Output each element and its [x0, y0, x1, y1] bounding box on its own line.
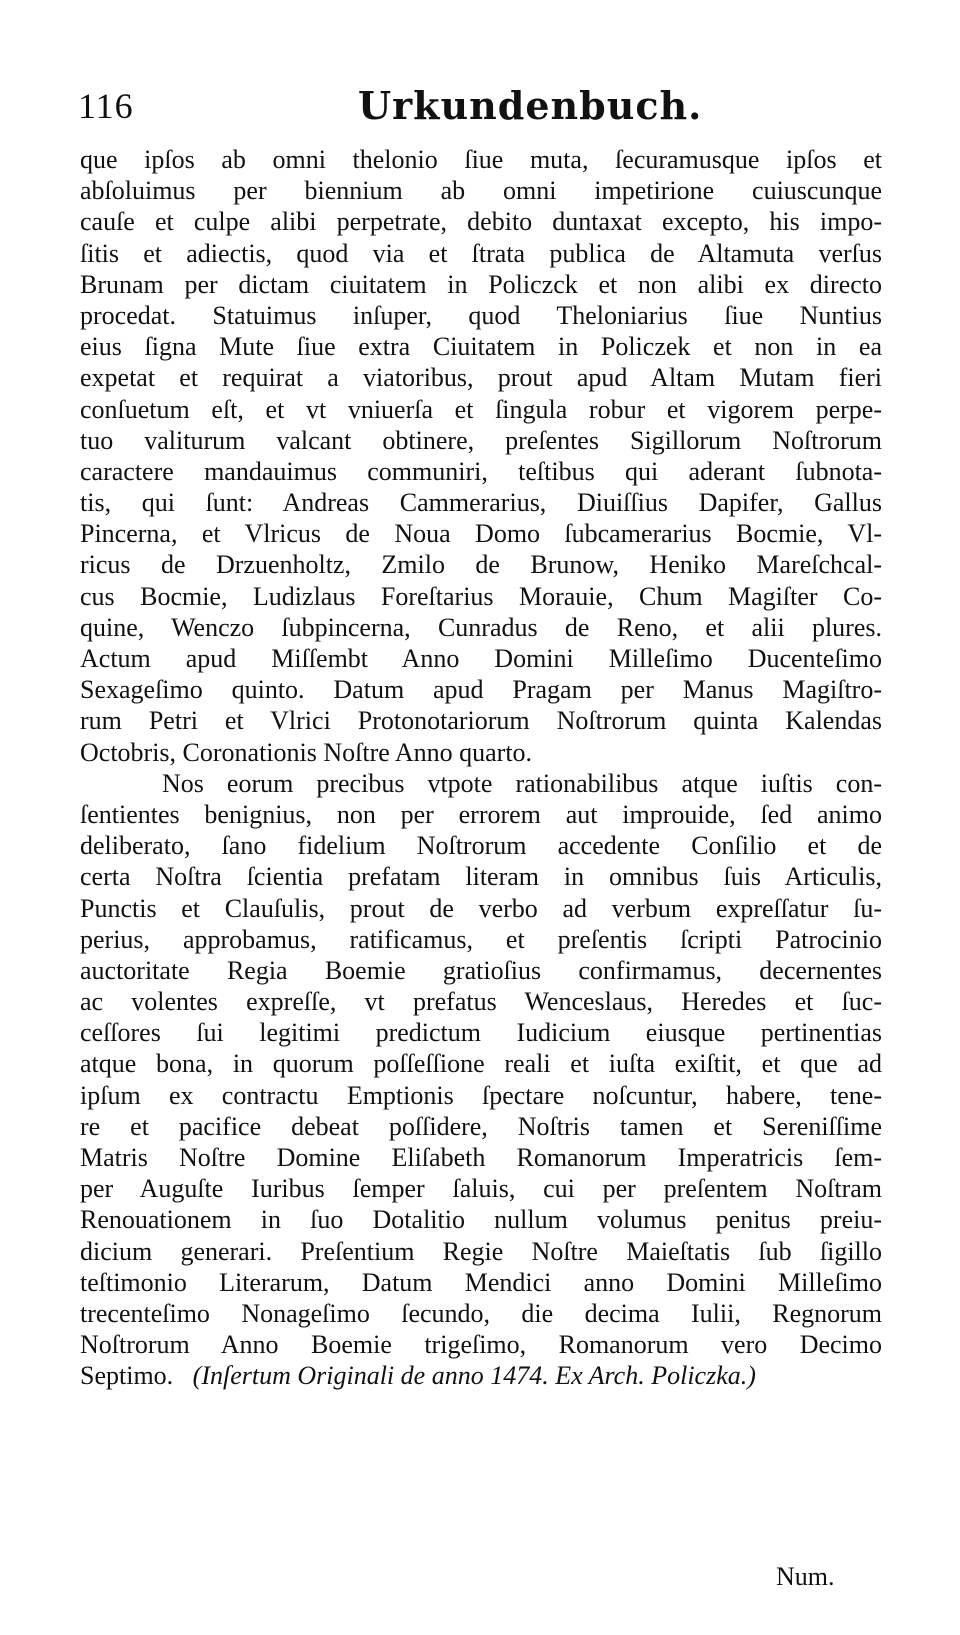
- text-line: Pincerna, et Vlricus de Noua Domo ſubcamerarius Bocmie, Vl-: [80, 519, 882, 549]
- text-line: cus Bocmie, Ludizlaus Foreſtarius Morauie, Chum Magiſter Co-: [80, 581, 882, 611]
- text-line: caractere mandauimus communiri, teſtibus qui aderant ſubnota-: [80, 456, 882, 486]
- text-line: procedat. Statuimus inſuper, quod Theloniarius ſiue Nuntius: [80, 300, 882, 330]
- text-line: teſtimonio Literarum, Datum Mendici anno Domini Milleſimo: [80, 1267, 882, 1297]
- text-line: tuo valiturum valcant obtinere, preſentes Sigillorum Noſtrorum: [80, 425, 882, 455]
- text-line: que ipſos ab omni thelonio ſiue muta, ſecuramusque ipſos et: [80, 145, 882, 174]
- text-line: ipſum ex contractu Emptionis ſpectare noſcuntur, habere, tene-: [80, 1080, 882, 1110]
- final-line-text: Septimo.: [80, 1361, 174, 1391]
- text-line: re et pacifice debeat poſſidere, Noſtris tamen et Sereniſſime: [80, 1111, 882, 1141]
- text-line: perius, approbamus, ratificamus, et preſentis ſcripti Patrocinio: [80, 924, 882, 954]
- paragraph: [80, 144, 882, 768]
- text-line: ricus de Drzuenholtz, Zmilo de Brunow, Heniko Mareſchcal-: [80, 550, 882, 580]
- text-line: ſentientes benignius, non per errorem aut improuide, ſed animo: [80, 799, 882, 829]
- text-line: trecenteſimo Nonageſimo ſecundo, die decima Iulii, Regnorum: [80, 1298, 882, 1328]
- source-citation: (Inſertum Originali de anno 1474. Ex Arch. Policzka.): [192, 1361, 756, 1391]
- text-line: deliberato, ſano fidelium Noſtrorum accedente Conſilio et de: [80, 831, 882, 861]
- text-line: expetat et requirat a viatoribus, prout apud Altam Mutam fieri: [80, 363, 882, 393]
- text-line: Noſtrorum Anno Boemie trigeſimo, Romanorum vero Decimo: [80, 1330, 882, 1360]
- text-line: ſitis et adiectis, quod via et ſtrata publica de Altamuta verſus: [80, 238, 882, 268]
- text-line: auctoritate Regia Boemie gratioſius confirmamus, decernentes: [80, 955, 882, 985]
- text-line: Brunam per dictam ciuitatem in Policzck et non alibi ex directo: [80, 269, 882, 299]
- text-line: Octobris, Coronationis Noſtre Anno quarto.: [80, 737, 533, 767]
- text-line: Matris Noſtre Domine Eliſabeth Romanorum Imperatricis ſem-: [80, 1143, 882, 1172]
- text-line: per Auguſte Iuribus ſemper ſaluis, cui per preſentem Noſtram: [80, 1174, 882, 1204]
- text-line: Actum apud Miſſembt Anno Domini Milleſimo Ducenteſimo: [80, 644, 882, 673]
- text-line: rum Petri et Vlrici Protonotariorum Noſtrorum quinta Kalendas: [80, 706, 882, 736]
- text-line: abſoluimus per biennium ab omni impetirione cuiuscunque: [80, 176, 882, 206]
- text-line: Sexageſimo quinto. Datum apud Pragam per Manus Magiſtro-: [80, 675, 882, 705]
- text-line: certa Noſtra ſcientia prefatam literam in omnibus ſuis Articulis,: [80, 862, 882, 892]
- text-line: Nos eorum precibus vtpote rationabilibus atque iuſtis con-: [162, 768, 882, 798]
- text-line: Punctis et Clauſulis, prout de verbo ad verbum expreſſatur ſu-: [80, 893, 882, 923]
- text-line: ceſſores ſui legitimi predictum Iudicium eiusque pertinentias: [80, 1018, 882, 1048]
- text-line: ac volentes expreſſe, vt prefatus Wenceslaus, Heredes et ſuc-: [80, 987, 882, 1017]
- text-line: eius ſigna Mute ſiue extra Ciuitatem in Policzek et non in ea: [80, 332, 882, 362]
- text-line: tis, qui ſunt: Andreas Cammerarius, Diuiſſius Dapifer, Gallus: [80, 488, 882, 518]
- text-line: conſuetum eſt, et vt vniuerſa et ſingula robur et vigorem perpe-: [80, 394, 882, 424]
- text-line: cauſe et culpe alibi perpetrate, debito duntaxat excepto, his impo-: [80, 207, 882, 237]
- page-number: 116: [78, 86, 134, 126]
- page-header: [0, 76, 960, 136]
- catchword: Num.: [776, 1562, 835, 1591]
- text-line: quine, Wenczo ſubpincerna, Cunradus de Reno, et alii plures.: [80, 612, 882, 642]
- text-line: [80, 1360, 882, 1391]
- text-line: atque bona, in quorum poſſeſſione reali et iuſta exiſtit, et que ad: [80, 1049, 882, 1079]
- text-line: dicium generari. Preſentium Regie Noſtre Maieſtatis ſub ſigillo: [80, 1236, 882, 1266]
- paragraph: [80, 768, 882, 1392]
- text-line: Renouationem in ſuo Dotalitio nullum volumus penitus preiu-: [80, 1205, 882, 1235]
- running-head: Urkundenbuch.: [358, 83, 703, 128]
- body-text: [80, 144, 882, 1392]
